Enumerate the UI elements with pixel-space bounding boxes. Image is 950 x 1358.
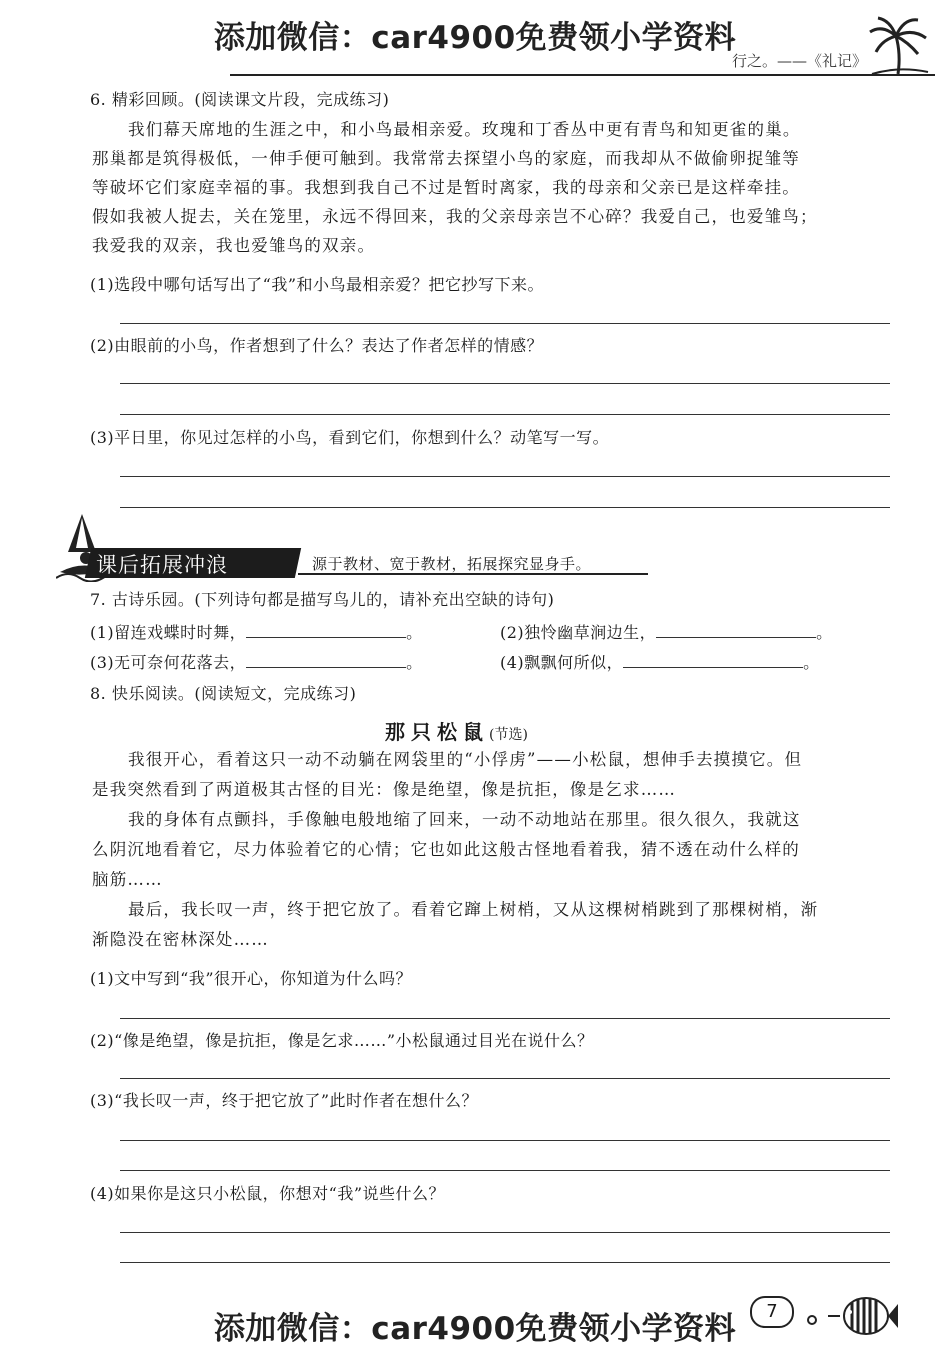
period-mark: 。 xyxy=(803,653,820,672)
answer-line[interactable] xyxy=(120,1078,890,1079)
question-8-1: (1)文中写到“我”很开心，你知道为什么吗？ xyxy=(90,969,413,988)
section-subtitle: 源于教材、宽于教材，拓展探究显身手。 xyxy=(312,555,592,573)
answer-line[interactable] xyxy=(120,383,890,384)
question-8-2: (2)“像是绝望，像是抗拒，像是乞求……”小松鼠通过目光在说什么？ xyxy=(90,1031,594,1050)
passage-line: 我的身体有点颤抖，手像触电般地缩了回来，一动不动地站在那里。很久很久，我就这 xyxy=(128,810,801,829)
answer-line[interactable] xyxy=(120,1018,890,1019)
footer-watermark: 添加微信：car4900免费领小学资料 xyxy=(213,1311,737,1347)
question-6-1: (1)选段中哪句话写出了“我”和小鸟最相亲爱？把它抄写下来。 xyxy=(90,275,545,294)
palm-tree-icon xyxy=(868,14,930,76)
poem-item-1 xyxy=(90,620,423,643)
passage-line: 等破坏它们家庭幸福的事。我想到我自己不过是暂时离家，我的母亲和父亲已是这样牵挂。 xyxy=(92,178,800,197)
question-8-3: (3)“我长叹一声，终于把它放了”此时作者在想什么？ xyxy=(90,1091,479,1110)
story-title-note: (节选) xyxy=(489,727,528,743)
answer-line[interactable] xyxy=(120,414,890,415)
poem-item-4 xyxy=(500,650,820,673)
question-6-title: 6. 精彩回顾。(阅读课文片段，完成练习) xyxy=(90,90,390,109)
poem-item-3 xyxy=(90,650,423,673)
question-6-2: (2)由眼前的小鸟，作者想到了什么？表达了作者怎样的情感？ xyxy=(90,336,544,355)
answer-line[interactable] xyxy=(120,1262,890,1263)
answer-line[interactable] xyxy=(120,476,890,477)
period-mark: 。 xyxy=(816,623,833,642)
passage-line: 最后，我长叹一声，终于把它放了。看着它蹿上树梢，又从这棵树梢跳到了那棵树梢，渐 xyxy=(128,900,819,919)
answer-line[interactable] xyxy=(120,1140,890,1141)
passage-line: 那巢都是筑得极低，一伸手便可触到。我常常去探望小鸟的家庭，而我却从不做偷卵捉雏等 xyxy=(92,149,800,168)
passage-line: 我很开心，看着这只一动不动躺在网袋里的“小俘虏”——小松鼠，想伸手去摸摸它。但 xyxy=(128,750,803,769)
answer-line[interactable] xyxy=(120,323,890,324)
header-watermark: 添加微信：car4900免费领小学资料 xyxy=(213,20,737,56)
fill-blank[interactable] xyxy=(246,623,406,638)
question-7-title: 7. 古诗乐园。(下列诗句都是描写鸟儿的，请补充出空缺的诗句) xyxy=(90,590,555,609)
header-quote: 行之。——《礼记》 xyxy=(732,52,868,70)
answer-line[interactable] xyxy=(120,1170,890,1171)
period-mark: 。 xyxy=(406,623,423,642)
poem-line: (1)留连戏蝶时时舞， xyxy=(90,623,247,642)
answer-line[interactable] xyxy=(120,1232,890,1233)
header-rule xyxy=(230,74,935,76)
question-8-4: (4)如果你是这只小松鼠，你想对“我”说些什么？ xyxy=(90,1184,446,1203)
passage-line: 我们幕天席地的生涯之中，和小鸟最相亲爱。玫瑰和丁香丛中更有青鸟和知更雀的巢。 xyxy=(128,120,801,139)
passage-line: 假如我被人捉去，关在笼里，永远不得回来，我的父亲母亲岂不心碎？我爱自己，也爱雏鸟； xyxy=(92,207,818,226)
page-number: 7 xyxy=(750,1296,794,1328)
story-title-text: 那只松鼠 xyxy=(385,720,489,744)
question-6-3: (3)平日里，你见过怎样的小鸟，看到它们，你想到什么？动笔写一写。 xyxy=(90,428,610,447)
section-underline xyxy=(298,573,648,575)
fill-blank[interactable] xyxy=(623,653,803,668)
fill-blank[interactable] xyxy=(246,653,406,668)
question-8-passage xyxy=(92,745,818,955)
passage-line: 渐隐没在密林深处…… xyxy=(92,930,269,949)
passage-line: 脑筋…… xyxy=(92,870,163,889)
poem-line: (4)飘飘何所似， xyxy=(500,653,624,672)
period-mark: 。 xyxy=(406,653,423,672)
answer-line[interactable] xyxy=(120,507,890,508)
question-8-title: 8. 快乐阅读。(阅读短文，完成练习) xyxy=(90,684,357,703)
section-banner-title: 课后拓展冲浪 xyxy=(96,553,228,577)
story-title xyxy=(385,716,528,745)
poem-line: (3)无可奈何花落去， xyxy=(90,653,247,672)
fish-icon xyxy=(800,1290,900,1340)
passage-line: 我爱我的双亲，我也爱雏鸟的双亲。 xyxy=(92,236,376,255)
poem-item-2 xyxy=(500,620,833,643)
question-6-passage xyxy=(92,115,818,260)
fill-blank[interactable] xyxy=(656,623,816,638)
passage-line: 是我突然看到了两道极其古怪的目光：像是绝望，像是抗拒，像是乞求…… xyxy=(92,780,677,799)
poem-line: (2)独怜幽草涧边生， xyxy=(500,623,657,642)
passage-line: 么阴沉地看着它，尽力体验着它的心情；它也如此这般古怪地看着我，猜不透在动什么样的 xyxy=(92,840,800,859)
